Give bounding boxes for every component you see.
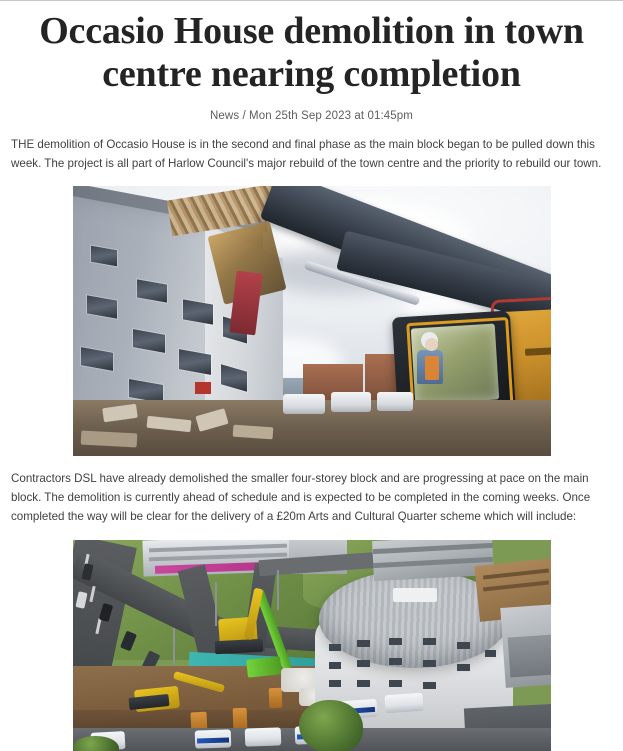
parked-van [331,392,371,412]
lamp-post [215,582,217,626]
figure-demolition-excavator [73,186,551,456]
red-sign [195,382,211,394]
article-body [0,10,623,751]
window-shape [485,650,496,657]
window-shape [423,682,436,689]
window-shape [357,680,370,687]
rooftop-plant [507,634,550,677]
roof-skylight [393,588,437,602]
aerial-photo [73,540,551,751]
window-shape [457,642,470,649]
concrete-block [268,688,282,708]
window-shape [357,660,370,667]
crane-body [246,656,282,677]
article-paragraph-2: Contractors DSL have already demolished the smaller four-storey block and are progressing at pace on the main block. The demolition is currently ahead of schedule and is expected to be completed in the coming weeks. Once completed the way will be clear for the delivery of a £20m Arts and Cultural Quarter scheme which will include: [11,472,591,523]
figure-aerial-site [73,540,551,751]
window-shape [389,638,402,645]
police-livery-stripe [196,737,228,743]
window-shape [357,640,370,647]
window-shape [423,660,436,667]
lamp-post [277,570,279,610]
article-byline: News / Mon 25th Sep 2023 at 01:45pm [210,109,413,122]
window-shape [423,638,436,645]
window-shape [329,680,341,687]
page-title: Occasio House demolition in town centre nearing completion [39,10,584,95]
parked-van [283,394,325,414]
article-paragraph-1: THE demolition of Occasio House is in the second and final phase as the main block began to be pulled down this week. The project is all part of Harlow Council's major rebuild of the town centre and the priority to rebuild our town. [11,137,602,170]
window-shape [457,664,470,671]
police-vehicle [384,692,423,713]
tree-canopy [299,700,363,751]
parked-van [377,392,413,411]
police-vehicle [244,727,281,746]
window-shape [329,662,341,669]
operator-hi-vis-vest [425,356,439,380]
operator-head [425,338,438,351]
window-shape [389,658,402,665]
excavator-track [214,639,263,654]
demolition-photo [73,186,551,456]
window-shape [329,644,341,651]
lamp-post [173,628,175,664]
window-shape [389,680,402,687]
